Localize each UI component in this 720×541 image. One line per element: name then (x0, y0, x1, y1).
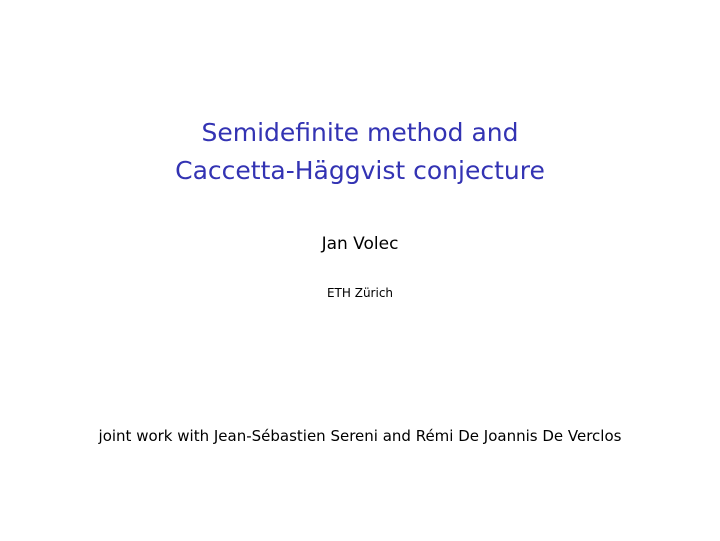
title-line-1: Semidefinite method and (201, 118, 519, 147)
collaborators-note: joint work with Jean-Sébastien Sereni and Rémi De Joannis De Verclos (98, 427, 622, 445)
institute-name: ETH Zürich (326, 286, 394, 300)
author-name: Jan Volec (321, 234, 399, 254)
slide-title (0, 114, 720, 190)
title-line-2: Caccetta-Häggvist conjecture (175, 156, 545, 185)
